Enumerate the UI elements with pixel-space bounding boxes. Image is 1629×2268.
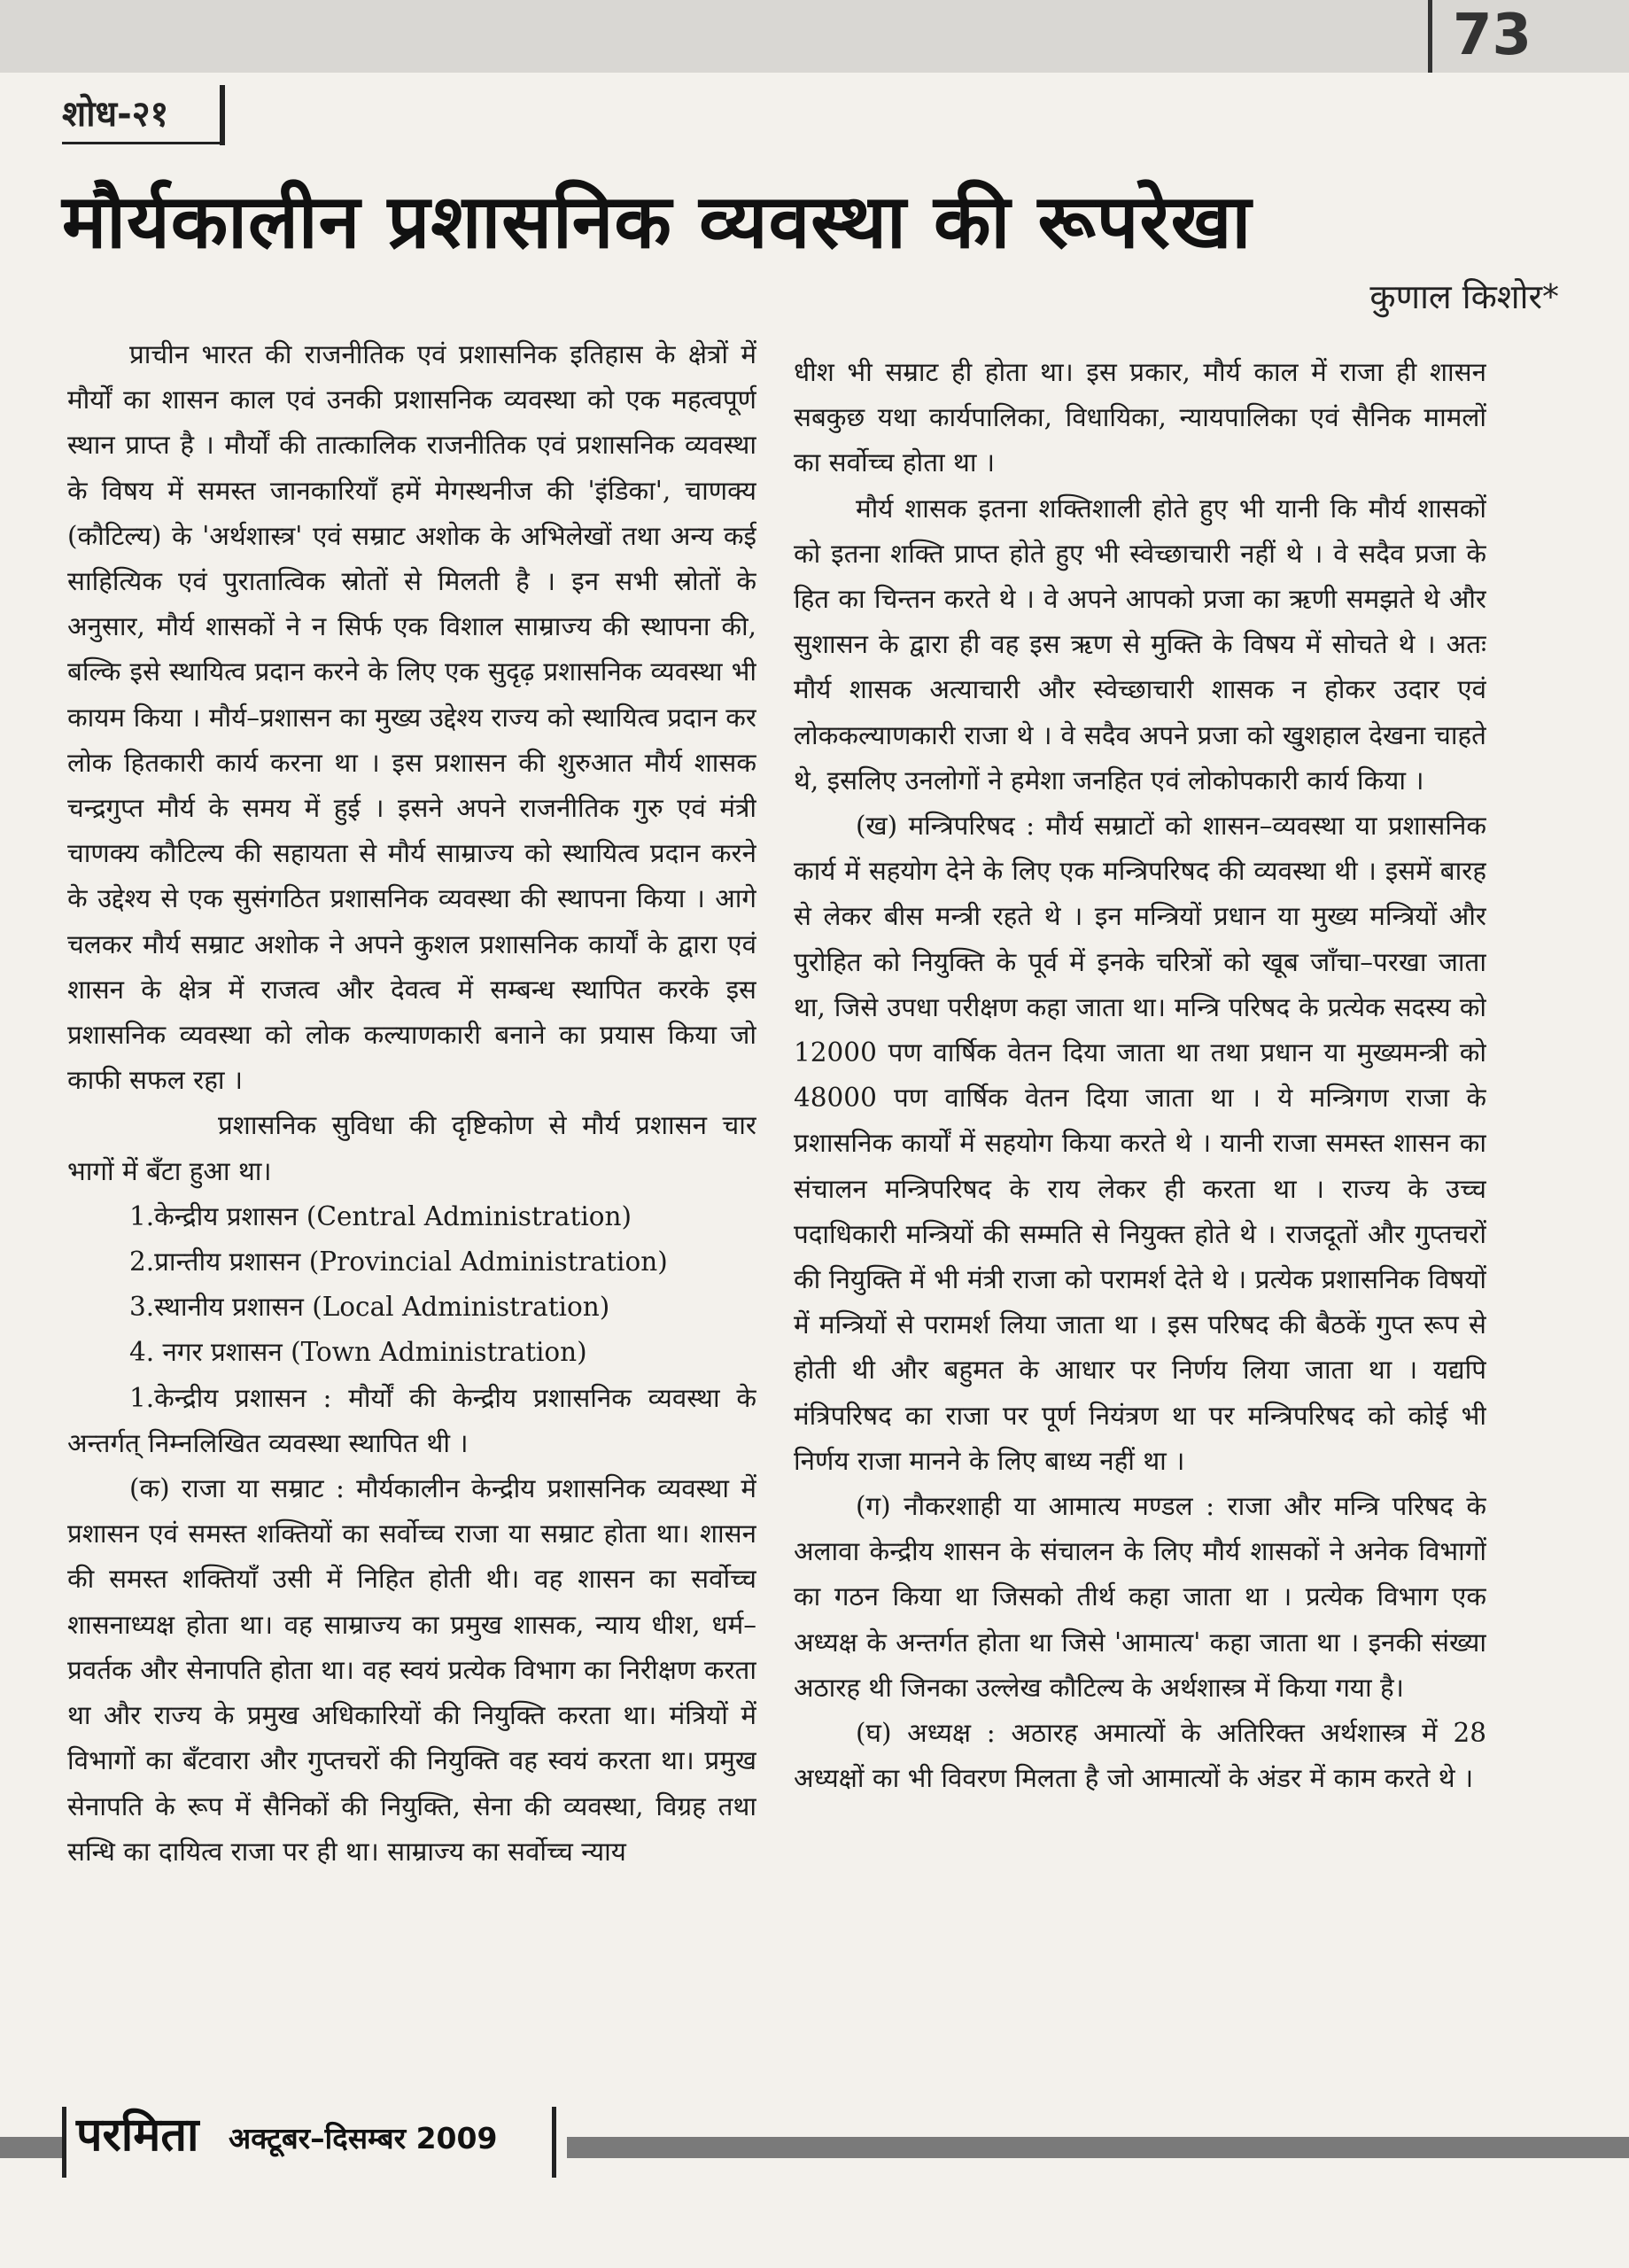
magazine-name: परमिता (76, 2109, 199, 2162)
header-divider (1428, 0, 1432, 73)
divisions-intro-paragraph: प्रशासनिक सुविधा की दृष्टिकोण से मौर्य प्रशासन चार भागों में बँटा हुआ था। (67, 1110, 756, 1186)
header-band (0, 0, 1629, 73)
section-tag: शोध-२१ (62, 94, 169, 135)
king-paragraph: (क) राजा या सम्राट : मौर्यकालीन केन्द्रीय प्रशासनिक व्यवस्था में प्रशासन एवं समस्त शक्तियों का सर्वोच्च राजा या सम्राट होता था। शासन की समस्त शक्तियाँ उसी में निहित होती थी। वह शासन का सर्वोच्च शासनाध्यक्ष होता था। वह साम्राज्य का प्रमुख शासक, न्याय धीश, धर्म–प्रवर्तक और सेनापति होता था। वह स्वयं प्रत्येक विभाग का निरीक्षण करता था और राज्य के प्रमुख अधिकारियों की नियुक्ति करता था। मंत्रियों में विभागों का बँटवारा और गुप्तचरों की नियुक्ति वह स्वयं करता था। प्रमुख सेनापति के रूप में सैनिकों की नियुक्ति, सेना की व्यवस्था, विग्रह तथा सन्धि का दायित्व राजा पर ही था। साम्राज्य का सर्वोच्च न्याय (67, 1473, 756, 1867)
section-tag-divider (220, 85, 225, 145)
list-item-provincial: 2.प्रान्तीय प्रशासन (Provincial Administration) (129, 1247, 668, 1278)
intro-paragraph: प्राचीन भारत की राजनीतिक एवं प्रशासनिक इतिहास के क्षेत्रों में मौर्यों का शासन काल एवं उनकी प्रशासनिक व्यवस्था को एक महत्वपूर्ण स्थान प्राप्त है । मौर्यों की तात्कालिक राजनीतिक एवं प्रशासनिक व्यवस्था के विषय में समस्त जानकारियाँ हमें मेगस्थनीज की 'इंडिका', चाणक्य (कौटिल्य) के 'अर्थशास्त्र' एवं सम्राट अशोक के अभिलेखों तथा अन्य कई साहित्यिक एवं पुरातात्विक स्रोतों से मिलती है । इन सभी स्रोतों के अनुसार, मौर्य शासकों ने न सिर्फ एक विशाल साम्राज्य की स्थापना की, बल्कि इसे स्थायित्व प्रदान करने के लिए एक सुदृढ़ प्रशासनिक व्यवस्था भी कायम किया । मौर्य–प्रशासन का मुख्य उद्देश्य राज्य को स्थायित्व प्रदान कर लोक हितकारी कार्य करना था । इस प्रशासन की शुरुआत मौर्य शासक चन्द्रगुप्त मौर्य के समय में हुई । इसने अपने राजनीतिक गुरु एवं मंत्री चाणक्य कौटिल्य की सहायता से मौर्य साम्राज्य को स्थायित्व प्रदान करने के उद्देश्य से एक सुसंगठित प्रशासनिक व्यवस्था की स्थापना किया । आगे चलकर मौर्य सम्राट अशोक ने अपने कुशल प्रशासनिक कार्यों के द्वारा एवं शासन के क्षेत्र में राजत्व और देवत्व में सम्बन्ध स्थापित करके इस प्रशासनिक व्यवस्था को लोक कल्याणकारी बनाने का प्रयास किया जो काफी सफल रहा । (67, 339, 756, 1096)
superintendents-paragraph: (घ) अध्यक्ष : अठारह अमात्यों के अतिरिक्त अर्थशास्त्र में 28 अध्यक्षों का भी विवरण मिलता है जो आमात्यों के अंडर में काम करते थे । (794, 1718, 1486, 1794)
footer-divider-left (62, 2107, 66, 2178)
right-column (794, 350, 1486, 2140)
central-admin-paragraph: 1.केन्द्रीय प्रशासन : मौर्यों की केन्द्रीय प्रशासनिक व्यवस्था के अन्तर्गत् निम्नलिखित व्यवस्था स्थापित थी । (67, 1382, 756, 1458)
list-item-town: 4. नगर प्रशासन (Town Administration) (129, 1337, 587, 1368)
continued-paragraph: धीश भी सम्राट ही होता था। इस प्रकार, मौर्य काल में राजा ही शासन सबकुछ यथा कार्यपालिका, विधायिका, न्यायपालिका एवं सैनिक मामलों का सर्वोच्च होता था । (794, 357, 1486, 478)
footer-divider-right (552, 2107, 556, 2178)
bureaucracy-paragraph: (ग) नौकरशाही या आमात्य मण्डल : राजा और मन्त्रि परिषद के अलावा केन्द्रीय शासन के संचालन के लिए मौर्य शासकों ने अनेक विभागों का गठन किया था जिसको तीर्थ कहा जाता था । प्रत्येक विभाग एक अध्यक्ष के अन्तर्गत होता था जिसे 'आमात्य' कहा जाता था । इनकी संख्या अठारह थी जिनका उल्लेख कौटिल्य के अर्थशास्त्र में किया गया है। (794, 1491, 1486, 1703)
council-paragraph: (ख) मन्त्रिपरिषद : मौर्य सम्राटों को शासन–व्यवस्था या प्रशासनिक कार्य में सहयोग देने के लिए एक मन्त्रिपरिषद की व्यवस्था थी । इसमें बारह से लेकर बीस मन्त्री रहते थे । इन मन्त्रियों प्रधान या मुख्य मन्त्रियों और पुरोहित को नियुक्ति के पूर्व में इनके चरित्रों को खूब जाँचा–परखा जाता था, जिसे उपधा परीक्षण कहा जाता था। मन्त्रि परिषद के प्रत्येक सदस्य को 12000 पण वार्षिक वेतन दिया जाता था तथा प्रधान या मुख्यमन्त्री को 48000 पण वार्षिक वेतन दिया जाता था । ये मन्त्रिगण राजा के प्रशासनिक कार्यों में सहयोग किया करते थे । यानी राजा समस्त शासन का संचालन मन्त्रिपरिषद के राय लेकर ही करता था । राज्य के उच्च पदाधिकारी मन्त्रियों की सम्मति से नियुक्त होते थे । राजदूतों और गुप्तचरों की नियुक्ति में भी मंत्री राजा को परामर्श देते थे । प्रत्येक प्रशासनिक विषयों में मन्त्रियों से परामर्श लिया जाता था । इस परिषद की बैठकें गुप्त रूप से होती थी और बहुमत के आधार पर निर्णय लिया जाता था । यद्यपि मंत्रिपरिषद का राजा पर पूर्ण नियंत्रण था पर मन्त्रिपरिषद को कोई भी निर्णय राजा मानने के लिए बाध्य नहीं था । (794, 811, 1486, 1476)
list-item-local: 3.स्थानीय प्रशासन (Local Administration) (129, 1292, 610, 1323)
article-title: मौर्यकालीन प्रशासनिक व्यवस्था की रूपरेखा (62, 178, 1253, 265)
article-author: कुणाल किशोर* (1369, 277, 1559, 316)
list-item-central: 1.केन्द्रीय प्रशासन (Central Administration) (129, 1200, 632, 1231)
ruler-character-paragraph: मौर्य शासक इतना शक्तिशाली होते हुए भी यानी कि मौर्य शासकों को इतना शक्ति प्राप्त होते हुए भी स्वेच्छाचारी नहीं थे । वे सदैव प्रजा के हित का चिन्तन करते थे । वे अपने आपको प्रजा का ऋणी समझते थे और सुशासन के द्वारा ही वह इस ऋण से मुक्ति के विषय में सोचते थे । अतः मौर्य शासक अत्याचारी और स्वेच्छाचारी शासक न होकर उदार एवं लोककल्याणकारी राजा थे । वे सदैव अपने प्रजा को खुशहाल देखना चाहते थे, इसलिए उनलोगों ने हमेशा जनहित एवं लोकोपकारी कार्य किया । (794, 493, 1486, 796)
section-tag-underline (62, 142, 225, 144)
page-number: 73 (1453, 3, 1532, 68)
issue-date: अक्टूबर–दिसम्बर 2009 (229, 2121, 498, 2155)
left-column (67, 332, 756, 2122)
